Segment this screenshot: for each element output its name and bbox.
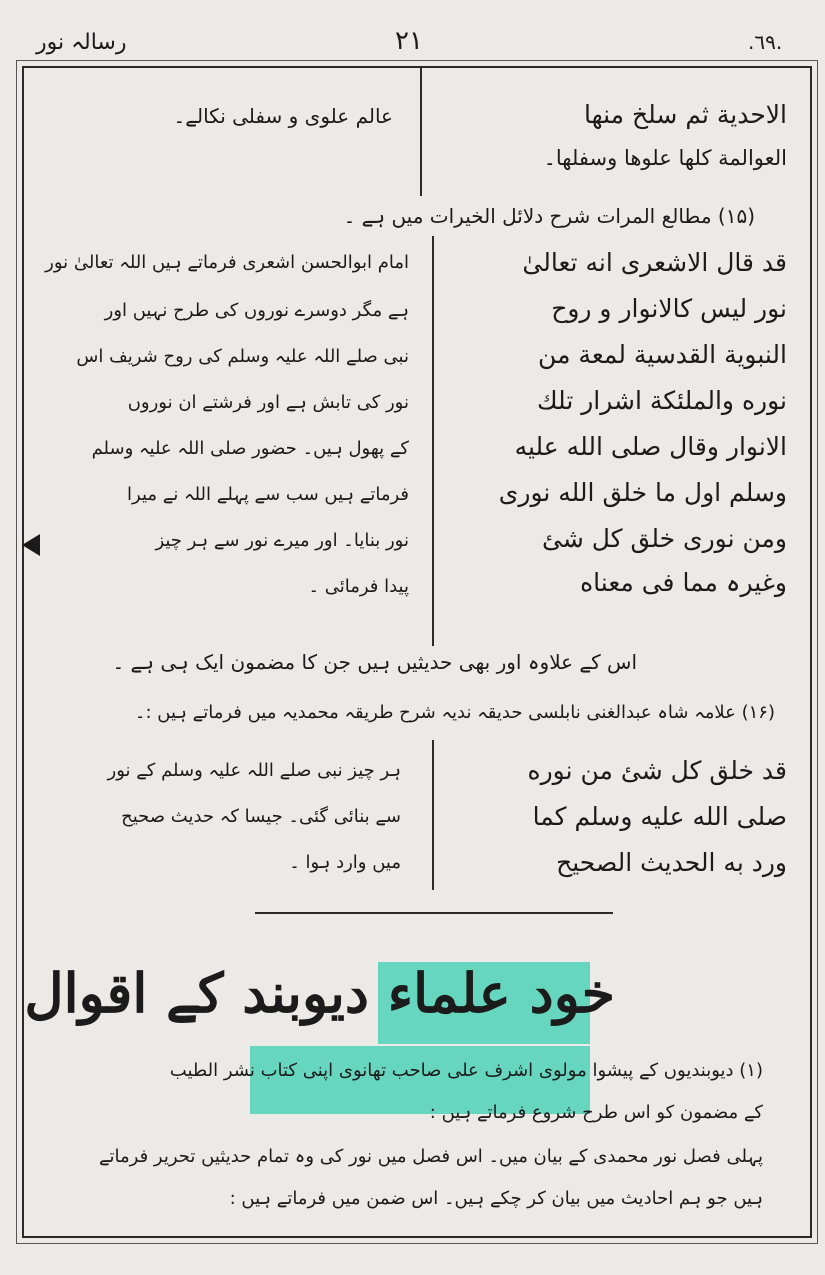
arabic-line: قد خلق كل شئ من نوره xyxy=(527,756,787,785)
title-rule xyxy=(255,912,613,914)
section-heading-15: (۱۵) مطالع المرات شرح دلائل الخیرات میں ہے ۔ xyxy=(343,204,755,228)
urdu-line: میں وارد ہوا ۔ xyxy=(289,852,401,873)
urdu-line: کے پھول ہیں۔ حضور صلی اللہ علیہ وسلم xyxy=(91,438,409,459)
column-divider-1 xyxy=(420,68,422,196)
header-page-number: ۲۱ xyxy=(395,26,423,56)
paragraph-line: (۱) دیوبندیوں کے پیشوا مولوی اشرف علی صاحب تھانوی اپنی کتاب نشر الطیب xyxy=(169,1060,763,1081)
column-divider-3 xyxy=(432,740,434,890)
arabic-line: وسلم اول ما خلق الله نوری xyxy=(498,478,787,507)
column-divider-2 xyxy=(432,236,434,646)
arabic-line: نور لیس کالانوار و روح xyxy=(551,294,787,323)
arabic-line: ورد به الحديث الصحيح xyxy=(556,848,787,877)
urdu-line: سے بنائی گئی۔ جیسا کہ حدیث صحیح xyxy=(121,806,401,827)
arabic-line: ومن نوری خلق كل شئ xyxy=(542,524,787,553)
urdu-line: نبی صلے اللہ علیہ وسلم کی روح شریف اس xyxy=(76,346,409,367)
section-heading-16: (۱۶) علامہ شاہ عبدالغنی نابلسی حدیقہ ندیہ شرح طریقہ محمدیہ میں فرماتے ہیں :۔ xyxy=(134,702,775,723)
arabic-line: الانوار وقال صلی الله عليه xyxy=(514,432,787,461)
header-corner-number: .٦٩. xyxy=(748,30,783,54)
margin-arrow-marker xyxy=(22,534,40,556)
arabic-line: الاحدية ثم سلخ منها xyxy=(583,100,787,129)
urdu-line: ہر چیز نبی صلے اللہ علیہ وسلم کے نور xyxy=(107,760,401,781)
urdu-line: امام ابوالحسن اشعری فرماتے ہیں اللہ تعالیٰ نور xyxy=(45,252,409,273)
arabic-line: نوره والملئكة اشرار تلك xyxy=(536,386,787,415)
paragraph-line: پہلی فصل نور محمدی کے بیان میں۔ اس فصل میں نور کی وہ تمام حدیثیں تحریر فرماتے xyxy=(98,1146,763,1167)
section-title: خود علماء دیوبند کے اقوال xyxy=(24,961,615,1025)
urdu-line: عالم علوی و سفلی نکالے۔ xyxy=(173,104,393,128)
urdu-line: نور بنایا۔ اور میرے نور سے ہر چیز xyxy=(155,530,409,551)
urdu-line: ہے مگر دوسرے نوروں کی طرح نہیں اور xyxy=(104,300,409,321)
urdu-line: نور کی تابش ہے اور فرشتے ان نوروں xyxy=(127,392,409,413)
arabic-line: النبوية القدسية لمعة من xyxy=(538,340,787,369)
paragraph-line: کے مضمون کو اس طرح شروع فرماتے ہیں : xyxy=(429,1102,763,1123)
urdu-line: پیدا فرمائی ۔ xyxy=(308,576,409,597)
paragraph-line: ہیں جو ہم احادیث میں بیان کر چکے ہیں۔ اس ضمن میں فرماتے ہیں : xyxy=(229,1188,763,1209)
arabic-line: قد قال الاشعری انه تعالیٰ xyxy=(522,248,787,277)
arabic-line: صلی الله عليه وسلم كما xyxy=(532,802,787,831)
arabic-line: وغیرہ مما فی معناه xyxy=(580,568,787,597)
arabic-line: العوالمة كلها علوها وسفلها۔ xyxy=(543,146,787,170)
paragraph-line: اس کے علاوہ اور بھی حدیثیں ہیں جن کا مضمون ایک ہی ہے ۔ xyxy=(112,650,637,674)
urdu-line: فرماتے ہیں سب سے پہلے اللہ نے میرا xyxy=(127,484,409,505)
header-book-title: رسالہ نور xyxy=(36,30,127,55)
